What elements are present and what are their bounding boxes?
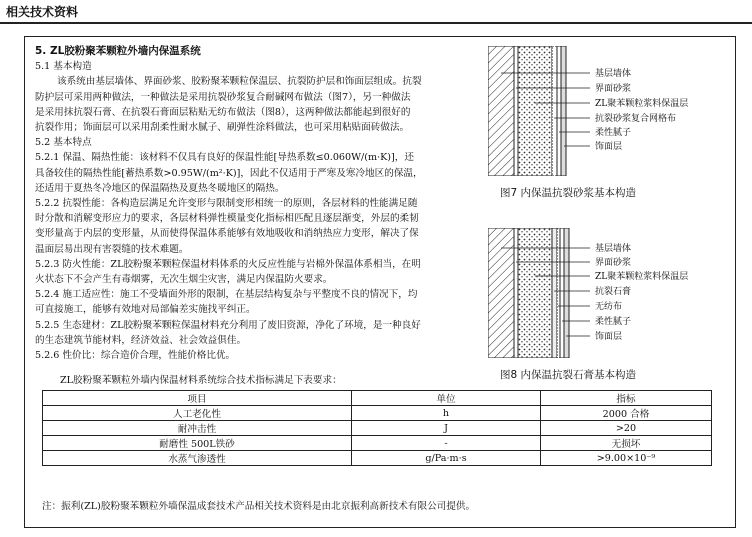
table-cell: 人工老化性 — [43, 406, 352, 421]
table-cell: 耐冲击性 — [43, 421, 352, 436]
paragraph-line: 5.2.3 防火性能：ZL胶粉聚苯颗粒保温材料体系的火反应性能与岩棉外保温体系相当，在明 — [35, 258, 421, 270]
figure8-label: 抗裂石膏 — [595, 287, 632, 297]
table-cell: 2000 合格 — [541, 406, 712, 421]
paragraph-line: 5.2.1 保温、隔热性能：该材料不仅具有良好的保温性能[导热系数≤0.060W/(m·K)]，还 — [35, 152, 414, 164]
table-row — [43, 421, 712, 436]
figure8-label: 柔性腻子 — [595, 317, 632, 327]
table-header-row — [43, 391, 712, 406]
paragraph-line: 该系统由基层墙体、界面砂浆、胶粉聚苯颗粒保温层、抗裂防护层和饰面层组成。抗裂 — [57, 76, 422, 88]
paragraph-line: 还适用于夏热冬冷地区的保温隔热及夏热冬暖地区的隔热。 — [35, 182, 285, 194]
header-title: 相关技术资料 — [6, 5, 79, 19]
figure8-label: ZL聚苯颗粒浆料保温层 — [595, 272, 689, 282]
table-row — [43, 406, 712, 421]
paragraph-line: 的生态建筑节能材料，经济效益、社会效益俱佳。 — [35, 334, 247, 346]
figure8-diagram — [488, 228, 598, 358]
paragraph-line: 是采用抹抗裂石膏、在抗裂石膏面层粘贴无纺布做法（图8），这两种做法都能起到很好的 — [35, 106, 411, 118]
table-cell: g/Pa·m·s — [352, 451, 541, 466]
figure8-label: 饰面层 — [595, 332, 623, 342]
spec-table — [42, 390, 712, 466]
paragraph-line: 抗裂作用；饰面层可以采用刮柔性耐水腻子、刷弹性涂料做法，也可采用粘贴面砖做法。 — [35, 122, 410, 134]
figure7-label: ZL聚苯颗粒浆料保温层 — [595, 99, 689, 109]
paragraph-line: 时分散和消解变形应力的要求，各层材料弹性模量变化指标相匹配且逐层渐变，外层的柔韧 — [35, 213, 419, 225]
table-header-cell: 指标 — [541, 391, 712, 406]
paragraph-line: 具备较佳的隔热性能[蓄热系数>0.95W/(m²·K)]，因此不仅适用于严寒及寒冷地区的保温， — [35, 167, 423, 179]
figure7-label: 基层墙体 — [595, 69, 632, 79]
table-cell: h — [352, 406, 541, 421]
figure7-label: 饰面层 — [595, 142, 623, 152]
figure7-diagram — [488, 46, 598, 176]
page-header — [0, 0, 752, 24]
paragraph-line: 变形量高于内层的变形量，从而使得保温体系能够有效地吸收和消纳热应力变形，解决了保 — [35, 228, 419, 240]
subsection-title: 5.2 基本特点 — [35, 137, 92, 149]
table-intro: ZL胶粉聚苯颗粒外墙内保温材料系统综合技术指标满足下表要求： — [60, 375, 342, 386]
paragraph-line: 防护层可采用两种做法，一种做法是采用抗裂砂浆复合耐碱网布做法（图7），另一种做法 — [35, 91, 411, 103]
table-cell: >9.00×10⁻⁹ — [541, 451, 712, 466]
table-row — [43, 451, 712, 466]
figure8-label: 基层墙体 — [595, 244, 632, 254]
paragraph-line: 5.2.5 生态建材：ZL胶粉聚苯颗粒保温材料充分利用了废旧资源，净化了环境，是一种良好 — [35, 319, 421, 331]
table-cell: 无损坏 — [541, 436, 712, 451]
figure7-label: 抗裂砂浆复合网格布 — [595, 114, 677, 124]
table-cell: J — [352, 421, 541, 436]
table-header-cell: 项目 — [43, 391, 352, 406]
table-cell: 耐磨性 500L铁砂 — [43, 436, 352, 451]
figure8-label: 界面砂浆 — [595, 258, 632, 268]
figure8-caption: 图8 内保温抗裂石膏基本构造 — [500, 369, 637, 381]
figure7-caption: 图7 内保温抗裂砂浆基本构造 — [500, 187, 637, 199]
paragraph-line: 温面层易出现有害裂缝的技术难题。 — [35, 243, 189, 255]
paragraph-line: 可直接施工，能够有效地对局部偏差实施找平纠正。 — [35, 304, 256, 316]
footnote: 注：振利(ZL)胶粉聚苯颗粒外墙保温成套技术产品相关技术资料是由北京振利高新技术有限公司提供。 — [42, 501, 476, 512]
table-header-cell: 单位 — [352, 391, 541, 406]
table-cell: >20 — [541, 421, 712, 436]
subsection-title: 5.1 基本构造 — [35, 61, 92, 73]
figure7-label: 界面砂浆 — [595, 84, 632, 94]
paragraph-line: 5.2.4 施工适应性：施工不受墙面外形的限制，在基层结构复杂与平整度不良的情况下，均 — [35, 289, 418, 301]
body-text — [35, 44, 475, 363]
table-cell: - — [352, 436, 541, 451]
figure7-label: 柔性腻子 — [595, 128, 632, 138]
figure8-label: 无纺布 — [595, 302, 623, 312]
paragraph-line: 5.2.6 性价比：综合造价合理，性能价格比优。 — [35, 350, 236, 362]
table-row — [43, 436, 712, 451]
paragraph-line: 5.2.2 抗裂性能：各构造层满足允许变形与限制变形相统一的原则，各层材料的性能满足随 — [35, 198, 418, 210]
section-title: 5. ZL胶粉聚苯颗粒外墙内保温系统 — [35, 45, 201, 57]
table-cell: 水蒸气渗透性 — [43, 451, 352, 466]
paragraph-line: 火状态下不会产生有毒烟雾，无次生烟尘灾害，满足内保温防火要求。 — [35, 274, 333, 286]
